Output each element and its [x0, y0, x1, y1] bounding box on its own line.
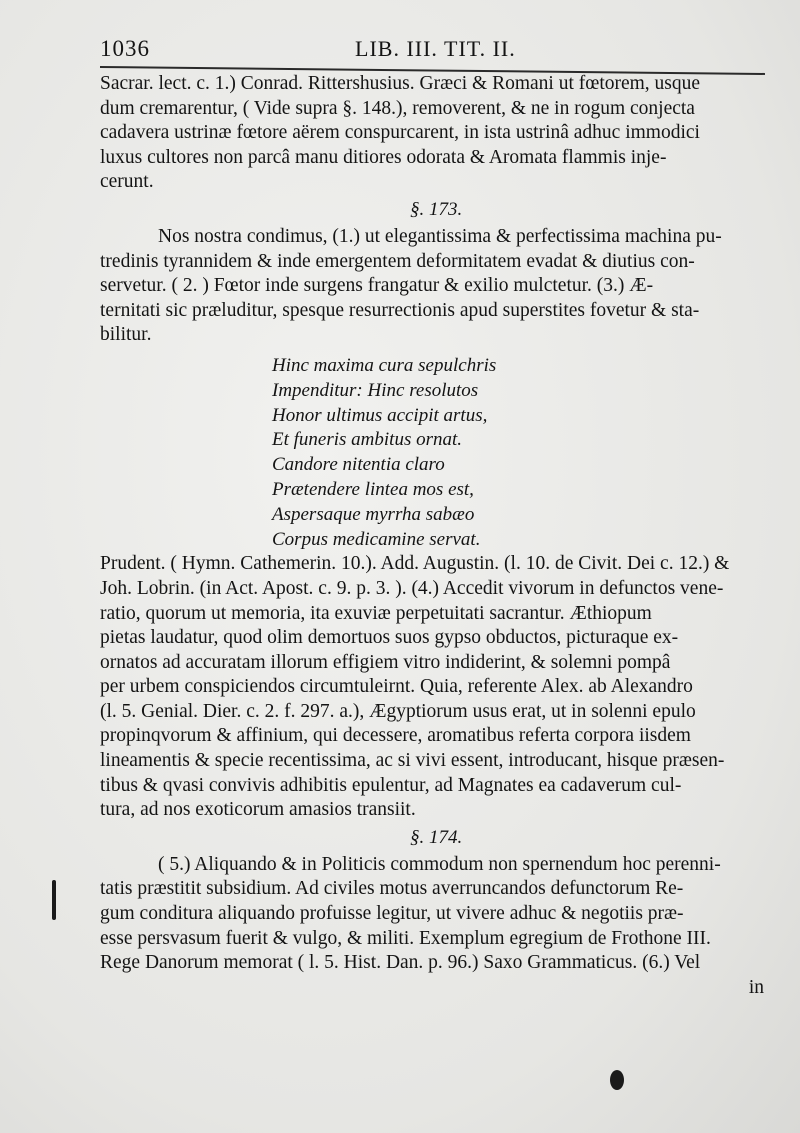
page-number: 1036 [100, 36, 150, 61]
text-line: ( 5.) Aliquando & in Politicis commodum non spernendum hoc perenni- [158, 853, 721, 875]
text-line: in [748, 976, 764, 998]
paragraph-2 [100, 225, 768, 348]
text-line: bilitur. [100, 324, 152, 346]
text-line: tibus & qvasi convivis adhibitis epulentur, ad Magnates ea cadaverum cul- [100, 774, 682, 796]
text-line: pietas laudatur, quod olim demortuos suos gypso obductos, picturaque ex- [100, 627, 679, 649]
page-body [100, 72, 768, 1000]
text-line: esse persvasum fuerit & vulgo, & militi. Exemplum egregium de Frothone III. [100, 927, 711, 949]
text-line: cerunt. [100, 171, 154, 193]
text-line: cadavera ustrinæ fœtore aërem conspurcarent, in ista ustrinâ adhuc immodici [100, 122, 700, 144]
verse-line: Et funeris ambitus ornat. [272, 429, 463, 451]
section-heading-173: §. 173. [410, 198, 463, 220]
running-head: LIB. III. TIT. II. [355, 36, 516, 61]
page-header [100, 36, 760, 66]
paragraph-3 [100, 552, 768, 823]
text-line: ornatos ad accuratam illorum effigiem vitro indiderint, & solemni pompâ [100, 651, 671, 673]
verse-line: Impenditur: Hinc resolutos [272, 379, 479, 401]
text-line: ratio, quorum ut memoria, ita exuviæ perpetuitati sacrantur. Æthiopum [100, 602, 652, 624]
verse-line: Aspersaque myrrha sabæo [272, 503, 475, 525]
text-line: propinqvorum & affinium, qui decessere, aromatibus referta corpora iisdem [100, 725, 691, 747]
verse-quotation [100, 354, 768, 552]
text-line: tatis præstitit subsidium. Ad civiles motus averruncandos defunctorum Re- [100, 878, 684, 900]
text-line: dum cremarentur, ( Vide supra §. 148.), removerent, & ne in rogum conjecta [100, 97, 695, 119]
text-line: tura, ad nos exoticorum amasios transiit. [100, 799, 416, 821]
verse-line: Honor ultimus accipit artus, [272, 404, 488, 426]
text-line: Joh. Lobrin. (in Act. Apost. c. 9. p. 3. ). (4.) Accedit vivorum in defunctos vene- [100, 577, 724, 599]
margin-ink-mark [52, 880, 56, 920]
section-heading-174: §. 174. [410, 826, 463, 848]
text-line: (l. 5. Genial. Dier. c. 2. f. 297. a.), Ægyptiorum usus erat, ut in solenni epulo [100, 700, 696, 722]
text-line: gum conditura aliquando profuisse legitur, ut vivere adhuc & negotiis præ- [100, 903, 684, 925]
ink-blot [610, 1070, 624, 1090]
text-line: Sacrar. lect. c. 1.) Conrad. Rittershusius. Græci & Romani ut fœtorem, usque [100, 73, 701, 94]
text-line: Prudent. ( Hymn. Cathemerin. 10.). Add. Augustin. (l. 10. de Civit. Dei c. 12.) & [100, 553, 730, 575]
text-line: luxus cultores non parcâ manu ditiores odorata & Aromata flammis inje- [100, 146, 667, 168]
text-line: per urbem conspiciendos circumtuleirnt. Quia, referente Alex. ab Alexandro [100, 676, 693, 698]
text-line: lineamentis & specie recentissima, ac si vivi essent, introducant, hisque præsen- [100, 750, 725, 772]
text-line: tredinis tyrannidem & inde emergentem deformitatem evadat & diutius con- [100, 250, 695, 272]
text-line: Nos nostra condimus, (1.) ut elegantissima & perfectissima machina pu- [158, 225, 722, 247]
text-line: ternitati sic præluditur, spesque resurrectionis apud superstites fovetur & sta- [100, 299, 700, 321]
verse-line: Prætendere lintea mos est, [272, 478, 474, 500]
paragraph-1 [100, 72, 768, 195]
verse-line: Corpus medicamine servat. [272, 528, 481, 550]
text-line: servetur. ( 2. ) Fœtor inde surgens frangatur & exilio mulctetur. (3.) Æ- [100, 275, 654, 297]
verse-line: Hinc maxima cura sepulchris [272, 354, 497, 376]
verse-line: Candore nitentia claro [272, 454, 445, 476]
text-line: Rege Danorum memorat ( l. 5. Hist. Dan. p. 96.) Saxo Grammaticus. (6.) Vel [100, 952, 701, 974]
paragraph-4 [100, 853, 768, 1001]
